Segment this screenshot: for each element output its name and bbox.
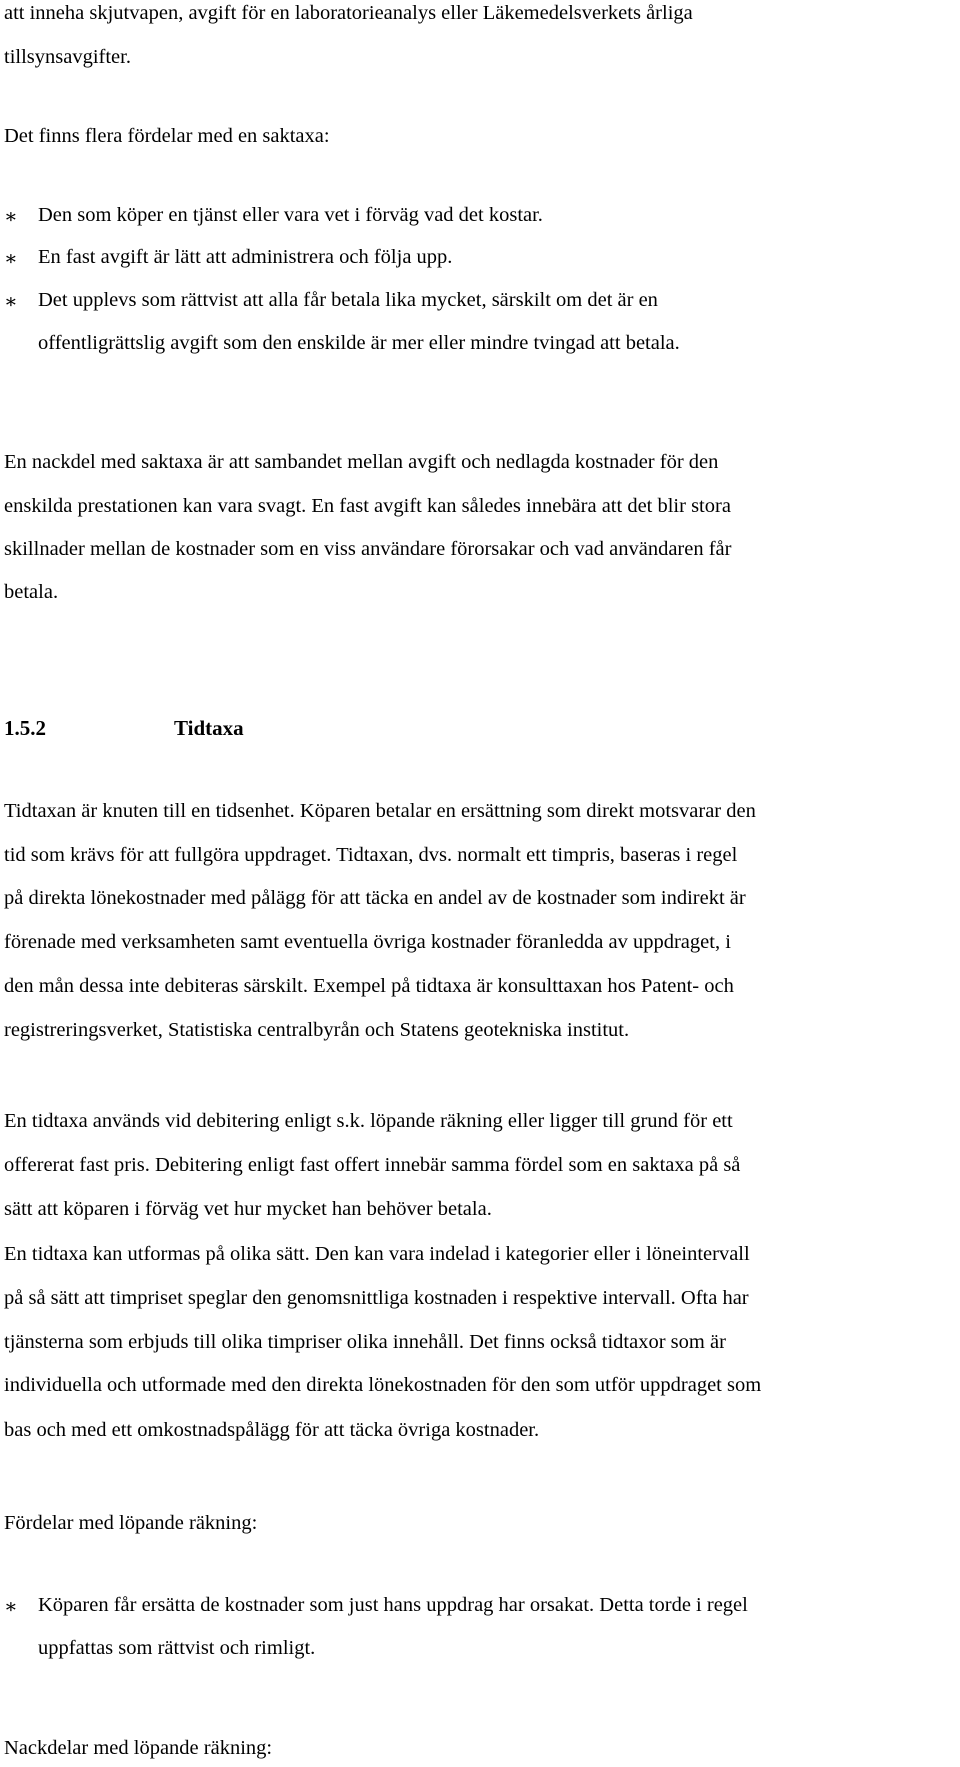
paragraph-line: En tidtaxa används vid debitering enligt s.k. löpande räkning eller ligger till grund för ett xyxy=(4,1110,733,1132)
section-title: Tidtaxa xyxy=(174,716,244,740)
paragraph-line: registreringsverket, Statistiska centralbyrån och Statens geotekniska institut. xyxy=(4,1019,630,1041)
paragraph-line: att inneha skjutvapen, avgift för en laboratorieanalys eller Läkemedelsverkets årliga xyxy=(4,2,693,24)
paragraph-line: den mån dessa inte debiteras särskilt. Exempel på tidtaxa är konsulttaxan hos Patent- och xyxy=(4,975,734,997)
paragraph-line: tillsynsavgifter. xyxy=(4,46,131,68)
paragraph-line: Fördelar med löpande räkning: xyxy=(4,1512,258,1534)
paragraph-line: betala. xyxy=(4,581,59,603)
bullet-text: Köparen får ersätta de kostnader som just hans uppdrag har orsakat. Detta torde i regel xyxy=(38,1594,748,1616)
bullet-text: En fast avgift är lätt att administrera och följa upp. xyxy=(38,246,453,268)
paragraph-line: tjänsterna som erbjuds till olika timpriser olika innehåll. Det finns också tidtaxor som är xyxy=(4,1331,726,1353)
paragraph-line: Tidtaxan är knuten till en tidsenhet. Köparen betalar en ersättning som direkt motsvarar den xyxy=(4,800,756,822)
bullet-text: Den som köper en tjänst eller vara vet i förväg vad det kostar. xyxy=(38,204,543,226)
paragraph-line: Det finns flera fördelar med en saktaxa: xyxy=(4,125,330,147)
paragraph-line: bas och med ett omkostnadspålägg för att täcka övriga kostnader. xyxy=(4,1419,540,1441)
bullet-text: uppfattas som rättvist och rimligt. xyxy=(38,1637,316,1659)
paragraph-line: på direkta lönekostnader med pålägg för att täcka en andel av de kostnader som indirekt är xyxy=(4,887,746,909)
bullet-marker: ∗ xyxy=(4,291,18,313)
paragraph-line: skillnader mellan de kostnader som en viss användare förorsakar och vad användaren får xyxy=(4,538,732,560)
paragraph-line: förenade med verksamheten samt eventuella övriga kostnader föranledda av uppdraget, i xyxy=(4,931,731,953)
paragraph-line: offererat fast pris. Debitering enligt fast offert innebär samma fördel som en saktaxa på så xyxy=(4,1154,741,1176)
bullet-text: offentligrättslig avgift som den enskilde är mer eller mindre tvingad att betala. xyxy=(38,332,680,354)
paragraph-line: individuella och utformade med den direkta lönekostnaden för den som utför uppdraget som xyxy=(4,1374,762,1396)
section-number: 1.5.2 xyxy=(4,716,46,740)
paragraph-line: En nackdel med saktaxa är att sambandet mellan avgift och nedlagda kostnader för den xyxy=(4,451,719,473)
paragraph-line: sätt att köparen i förväg vet hur mycket han behöver betala. xyxy=(4,1198,492,1220)
bullet-marker: ∗ xyxy=(4,206,18,228)
bullet-marker: ∗ xyxy=(4,248,18,270)
paragraph-line: tid som krävs för att fullgöra uppdraget. Tidtaxan, dvs. normalt ett timpris, baseras i regel xyxy=(4,844,738,866)
bullet-text: Det upplevs som rättvist att alla får betala lika mycket, särskilt om det är en xyxy=(38,289,658,311)
paragraph-line: enskilda prestationen kan vara svagt. En fast avgift kan således innebära att det blir stora xyxy=(4,495,731,517)
paragraph-line: Nackdelar med löpande räkning: xyxy=(4,1737,273,1759)
paragraph-line: En tidtaxa kan utformas på olika sätt. Den kan vara indelad i kategorier eller i löneintervall xyxy=(4,1243,750,1265)
paragraph-line: på så sätt att timpriset speglar den genomsnittliga kostnaden i respektive intervall. Ofta har xyxy=(4,1287,749,1309)
bullet-marker: ∗ xyxy=(4,1596,18,1618)
